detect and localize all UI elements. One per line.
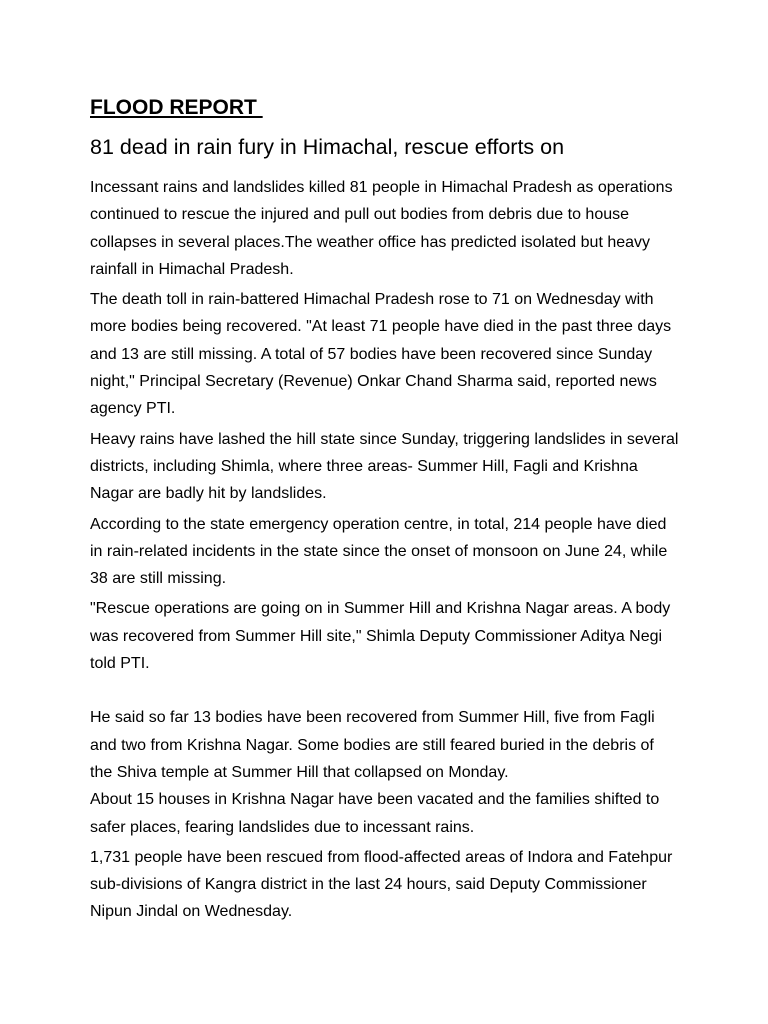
article-headline: 81 dead in rain fury in Himachal, rescue efforts on xyxy=(90,135,565,159)
paragraph: The death toll in rain-battered Himachal Pradesh rose to 71 on Wednesday with more bodies being recovered. "At least 71 people have died in the past three days and 13 are still missing. A total of 57 bodies have been recovered since Sunday night," Principal Secretary (Revenue) Onkar Chand Sharma said, reported news agency PTI. xyxy=(90,291,672,418)
paragraph: About 15 houses in Krishna Nagar have been vacated and the families shifted to safer places, fearing landslides due to incessant rains. xyxy=(90,791,660,836)
paragraph: According to the state emergency operation centre, in total, 214 people have died in rain-related incidents in the state since the onset of monsoon on June 24, while 38 are still missing. xyxy=(90,515,668,588)
report-heading: FLOOD REPORT xyxy=(90,96,263,119)
paragraph: 1,731 people have been rescued from flood-affected areas of Indora and Fatehpur sub-divisions of Kangra district in the last 24 hours, said Deputy Commissioner Nipun Jindal on Wednesday. xyxy=(90,848,673,921)
paragraph: Heavy rains have lashed the hill state since Sunday, triggering landslides in several districts, including Shimla, where three areas- Summer Hill, Fagli and Krishna Nagar are badly hit by landslides. xyxy=(90,430,679,503)
paragraph: He said so far 13 bodies have been recovered from Summer Hill, five from Fagli and two from Krishna Nagar. Some bodies are still feared buried in the debris of the Shiva temple at Summer Hill that collapsed on Monday. xyxy=(90,709,655,781)
document-page xyxy=(90,94,680,926)
paragraph: "Rescue operations are going on in Summer Hill and Krishna Nagar areas. A body was recovered from Summer Hill site," Shimla Deputy Commissioner Aditya Negi told PTI. xyxy=(90,600,671,673)
paragraph: Incessant rains and landslides killed 81 people in Himachal Pradesh as operations continued to rescue the injured and pull out bodies from debris due to house collapses in several places.The weather office has predicted isolated but heavy rainfall in Himachal Pradesh. xyxy=(90,179,673,278)
